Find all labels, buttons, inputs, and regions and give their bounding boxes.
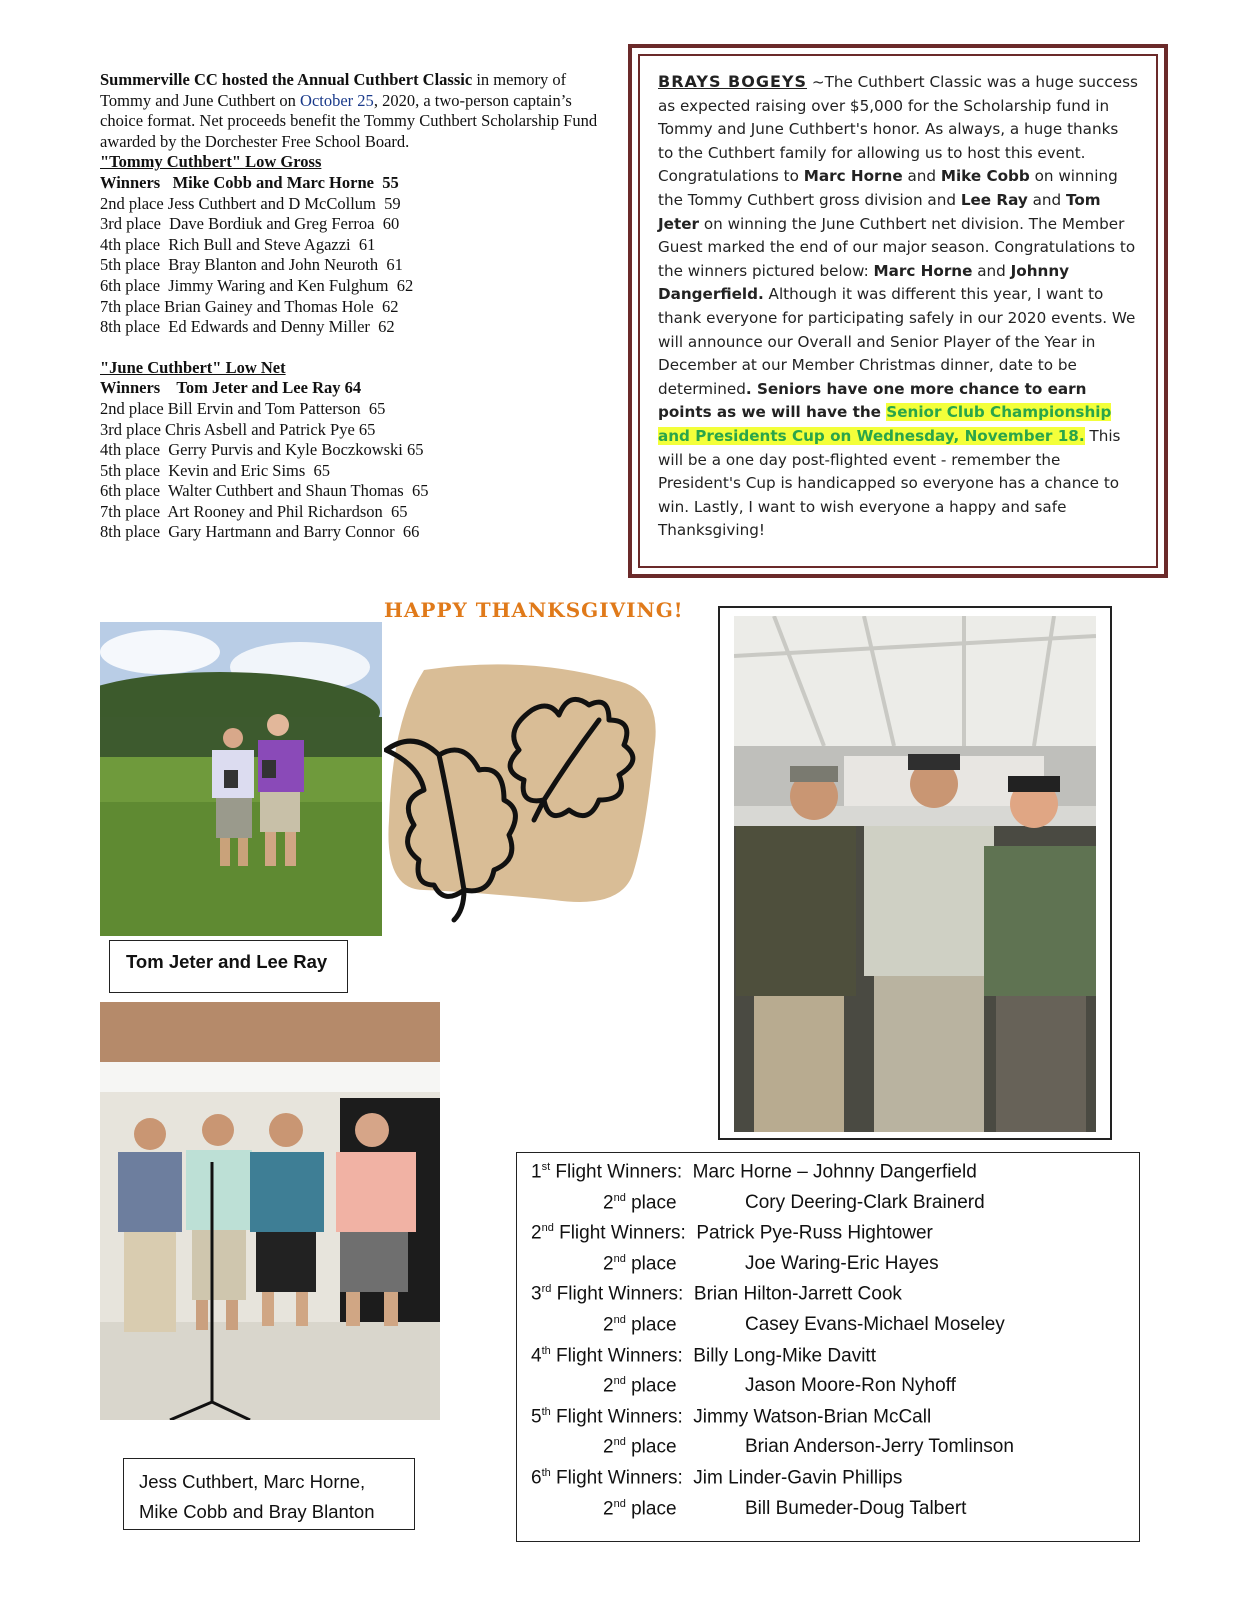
gross-heading: "Tommy Cuthbert" Low Gross [100,152,322,172]
caption-photo-2 [123,1458,415,1530]
brays-highlight: Senior Club Championship and Presidents Cup on Wednesday, November 18. [658,403,1112,445]
net-result-row: 3rd place Chris Asbell and Patrick Pye 65 [100,419,376,439]
net-result-row: 2nd place Bill Ervin and Tom Patterson 65 [100,398,386,418]
brays-bogeys-text [658,70,1138,543]
net-result-row: Winners Tom Jeter and Lee Ray 64 [100,378,362,398]
brays-bold-2: Mike Cobb [940,167,1030,186]
second-place-names: Bill Bumeder-Doug Talbert [745,1497,967,1519]
brays-text-8: This will be a one day post-flighted event - remember the President's Cup is handicapped so everyone has a chance to win. Lastly, I want to wish everyone a happy and safe Thanksgiving! [658,426,1121,540]
net-result-row: 8th place Gary Hartmann and Barry Connor 66 [100,522,420,542]
brays-text-7: Although it was different this year, I want to thank everyone for participating safely in our 2020 events. We will announce our Overall and Senior Player of the Year in December at our Member Christmas dinner, date to be determined [658,285,1136,398]
second-place-names: Brian Anderson-Jerry Tomlinson [745,1436,1014,1458]
brays-bold-3: Lee Ray [960,190,1028,209]
brays-text-6: and [972,261,1011,280]
photo-tom-jeter-lee-ray [100,622,382,936]
photo-gross-winners-group [100,1002,440,1420]
caption-photo-1: Tom Jeter and Lee Ray [109,940,348,993]
brays-text-4: and [1027,190,1066,209]
flight-winners-row: 1st Flight Winners: Marc Horne – Johnny Dangerfield [531,1161,977,1183]
brays-text-2: and [902,167,941,186]
gross-result-row: 2nd place Jess Cuthbert and D McCollum 59 [100,193,401,213]
second-place-names: Cory Deering-Clark Brainerd [745,1191,985,1213]
gross-result-row: Winners Mike Cobb and Marc Horne 55 [100,172,399,192]
intro-bold: Summerville CC hosted the Annual Cuthbert Classic [100,70,473,89]
net-result-row: 4th place Gerry Purvis and Kyle Boczkowski 65 [100,440,424,460]
net-result-row: 7th place Art Rooney and Phil Richardson 65 [100,501,408,521]
gross-result-row: 5th place Bray Blanton and John Neuroth 61 [100,255,403,275]
intro-date: October 25 [300,90,374,110]
brays-bold-7: . Seniors have one more chance to earn points as we will have the [658,379,1087,422]
gross-result-row: 8th place Ed Edwards and Denny Miller 62 [100,317,395,337]
article-intro [100,70,600,152]
flight-winners-row: 3rd Flight Winners: Brian Hilton-Jarrett Cook [531,1283,902,1305]
flight-winners-row: 5th Flight Winners: Jimmy Watson-Brian McCall [531,1405,932,1428]
gross-results-list [100,173,600,338]
net-result-row: 6th place Walter Cuthbert and Shaun Thomas 65 [100,481,429,501]
flight-winners-row: 4th Flight Winners: Billy Long-Mike Davitt [531,1344,876,1366]
flight-winners-row: 6th Flight Winners: Jim Linder-Gavin Phillips [531,1467,903,1489]
second-place-names: Jason Moore-Ron Nyhoff [745,1375,956,1397]
happy-thanksgiving-heading: HAPPY THANKSGIVING! [384,598,684,622]
flight-winners-row: 2nd Flight Winners: Patrick Pye-Russ Hightower [531,1222,933,1244]
gross-result-row: 4th place Rich Bull and Steve Agazzi 61 [100,234,376,254]
brays-bold-4: Tom Jeter [658,190,1101,233]
second-place-names: Casey Evans-Michael Moseley [745,1314,1005,1335]
gross-result-row: 3rd place Dave Bordiuk and Greg Ferroa 60 [100,214,400,234]
photo-member-guest-winners [734,616,1096,1132]
gross-result-row: 7th place Brian Gainey and Thomas Hole 62 [100,296,399,316]
second-place-names: Joe Waring-Eric Hayes [745,1252,939,1274]
article-cuthbert-classic [100,70,600,543]
brays-title: BRAYS BOGEYS [658,72,808,91]
brays-text-3: on winning the Tommy Cuthbert gross division and [658,167,1118,209]
brays-bold-1: Marc Horne [803,167,903,186]
leaves-clipart-icon [384,660,660,938]
net-results-list [100,378,600,543]
caption-photo-2-line-1: Jess Cuthbert, Marc Horne, [139,1471,366,1492]
brays-text-5: on winning the June Cuthbert net division. The Member Guest marked the end of our major season. Congratulations to the winners pictured below: [658,214,1136,280]
brays-bold-6: Johnny Dangerfield. [658,261,1070,304]
intro-text-2: , 2020, a two-person captain’s choice format. Net proceeds benefit the Tommy Cuthbert Scholarship Fund awarded by the Dorchester Free School Board. [100,90,598,151]
intro-text-1: in memory of Tommy and June Cuthbert on [100,70,567,110]
gross-result-row: 6th place Jimmy Waring and Ken Fulghum 62 [100,275,414,295]
net-result-row: 5th place Kevin and Eric Sims 65 [100,460,331,480]
net-heading: "June Cuthbert" Low Net [100,357,286,377]
brays-text-1: ~The Cuthbert Classic was a huge success as expected raising over $5,000 for the Scholarship fund in Tommy and June Cuthbert's honor. As always, a huge thanks to the Cuthbert family for allowing us to host this event. Congratulations to [658,73,1138,186]
flight-winners-table: 1st Flight Winners: Marc Horne – Johnny Dangerfield 2nd place Cory Deering-Clark Brainerd 2nd Flight Winners: Patrick Pye-Russ Hightower 2nd place Joe Waring-Eric Hayes 3rd Flight Winners: Brian Hilton-Jarrett Cook 2nd place Casey Evans-Michael Moseley 4th Flight Winners: Billy Long-Mike Davitt 2nd place Jason Moore-Ron Nyhoff 5th Flight Winners: Jimmy Watson-Brian McCall 2nd place Brian Anderson-Jerry Tomlinson 6th Flight Winners: Jim Linder-Gavin Phillips 2nd place Bill Bumeder-Doug Talbert [516,1152,1140,1542]
caption-photo-2-line-2: Mike Cobb and Bray Blanton [139,1501,375,1522]
brays-bold-5: Marc Horne [873,261,973,280]
brays-bogeys-box [628,44,1168,578]
